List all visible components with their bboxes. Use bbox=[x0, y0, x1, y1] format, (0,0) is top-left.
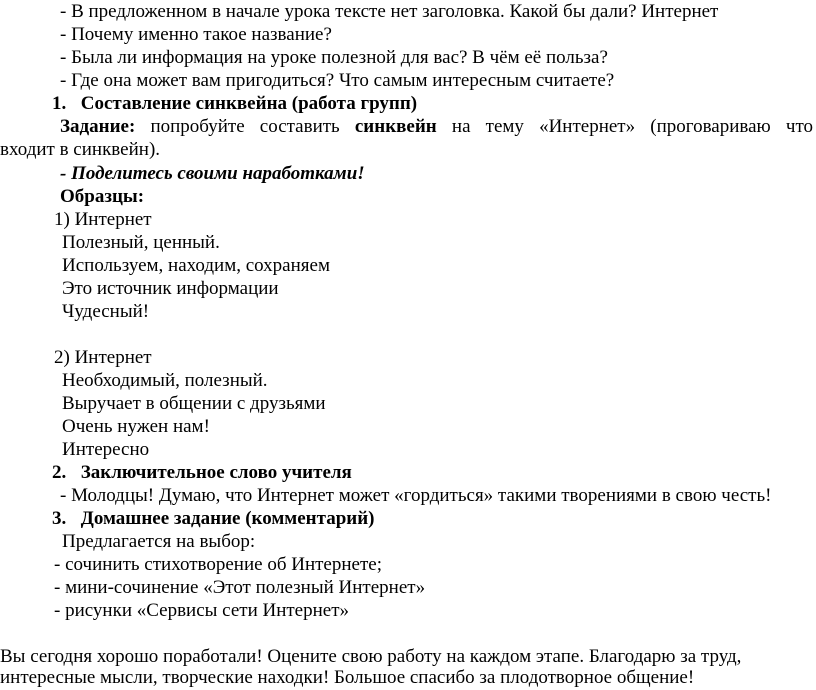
sample-header: 2) Интернет bbox=[54, 347, 152, 368]
question-line: - В предложенном в начале урока тексте нет заголовка. Какой бы дали? Интернет bbox=[60, 1, 719, 22]
task-text: попробуйте составить bbox=[150, 116, 340, 137]
closing-line: Вы сегодня хорошо поработали! Оцените свою работу на каждом этапе. Благодарю за труд, bbox=[0, 646, 742, 667]
section-heading-1 bbox=[52, 92, 417, 116]
homework-intro: Предлагается на выбор: bbox=[62, 531, 256, 552]
sample-line: Полезный, ценный. bbox=[62, 232, 220, 253]
sample-header: 1) Интернет bbox=[54, 209, 152, 230]
homework-option: - сочинить стихотворение об Интернете; bbox=[54, 554, 382, 575]
section-title: Составление синквейна (работа групп) bbox=[80, 93, 418, 114]
task-line bbox=[0, 115, 813, 139]
section-title: Домашнее задание (комментарий) bbox=[80, 508, 375, 529]
sample-line: Это источник информации bbox=[62, 278, 279, 299]
homework-option: - мини-сочинение «Этот полезный Интернет» bbox=[54, 577, 426, 598]
homework-option: - рисунки «Сервисы сети Интернет» bbox=[54, 600, 350, 621]
section-title: Заключительное слово учителя bbox=[80, 462, 352, 483]
task-label: Задание: bbox=[60, 116, 136, 137]
question-line: - Почему именно такое название? bbox=[60, 24, 332, 45]
task-text: на тему «Интернет» (проговариваю что bbox=[451, 116, 813, 137]
section-number: 3. bbox=[52, 508, 67, 529]
section-heading-2 bbox=[52, 461, 352, 485]
section-heading-3 bbox=[52, 507, 374, 531]
question-line: - Была ли информация на уроке полезной для вас? В чём её польза? bbox=[60, 47, 608, 68]
section-number: 1. bbox=[52, 93, 67, 114]
task-line-continued: входит в синквейн). bbox=[0, 139, 161, 160]
task-keyword: синквейн bbox=[354, 116, 437, 137]
sample-line: Выручает в общении с друзьями bbox=[62, 393, 326, 414]
sample-line: Чудесный! bbox=[62, 301, 150, 322]
sample-line: Интересно bbox=[62, 439, 150, 460]
section-number: 2. bbox=[52, 462, 67, 483]
sample-line: Используем, находим, сохраняем bbox=[62, 255, 330, 276]
teacher-words: - Молодцы! Думаю, что Интернет может «гордиться» такими творениями в свою честь! bbox=[60, 485, 772, 506]
closing-line: интересные мысли, творческие находки! Большое спасибо за плодотворное общение! bbox=[0, 667, 695, 688]
sample-line: Очень нужен нам! bbox=[62, 416, 210, 437]
question-line: - Где она может вам пригодиться? Что самым интересным считаете? bbox=[60, 70, 615, 91]
samples-label: Образцы: bbox=[60, 186, 145, 207]
sample-line: Необходимый, полезный. bbox=[62, 370, 268, 391]
share-prompt: - Поделитесь своими наработками! bbox=[60, 163, 365, 184]
